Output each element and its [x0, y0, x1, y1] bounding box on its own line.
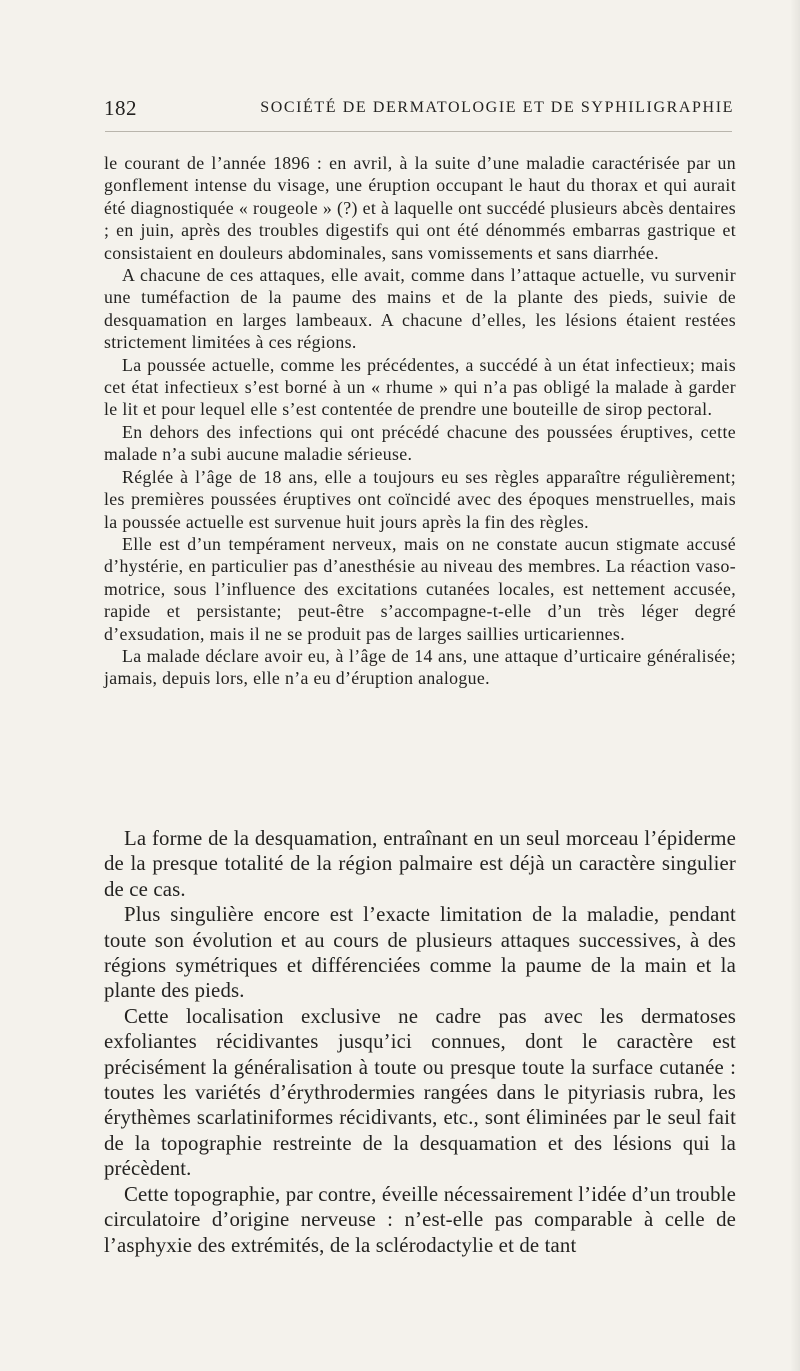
paragraph: La forme de la desquamation, entraînant en un seul morceau l’épiderme de la presque totalité de la région palmaire est déjà un caractère singulier de ce cas. — [104, 827, 736, 901]
paragraph: Plus singulière encore est l’exacte limitation de la maladie, pendant toute son évolution et au cours de plusieurs attaques successives, à des régions symétriques et différenciées comme la paume de la main et la plante des pieds. — [104, 903, 736, 1003]
paragraph: le courant de l’année 1896 : en avril, à la suite d’une maladie caractérisée par un gonflement intense du visage, une éruption occupant le haut du thorax et qui aurait été diagnostiquée « rougeole » (?) et à laquelle ont succédé plusieurs abcès dentaires ; en juin, après des troubles digestifs qui ont été dénommés embarras gastrique et consistaient en douleurs abdominales, sans vomissements et sans diarrhée. — [104, 153, 736, 263]
paragraph: A chacune de ces attaques, elle avait, comme dans l’attaque actuelle, vu survenir une tuméfaction de la paume des mains et de la plante des pieds, suivie de desquamation en larges lambeaux. A chacune d’elles, les lésions étaient restées strictement limitées à ces régions. — [104, 265, 736, 353]
paragraph: La poussée actuelle, comme les précédentes, a succédé à un état infectieux; mais cet état infectieux s’est borné à un « rhume » qui n’a pas obligé la malade à garder le lit et pour lequel elle s’est contentée de prendre une bouteille de sirop pectoral. — [104, 354, 736, 420]
running-header — [104, 96, 736, 120]
paragraph: La malade déclare avoir eu, à l’âge de 14 ans, une attaque d’urticaire généralisée; jamais, depuis lors, elle n’a eu d’éruption analogue. — [104, 645, 736, 689]
paragraph: Elle est d’un tempérament nerveux, mais on ne constate aucun stigmate accusé d’hystérie, en particulier pas d’anesthésie au niveau des membres. La réaction vaso-motrice, sous l’influence des excitations cutanées locales, est nettement accusée, rapide et persistante; peut-être s’accompagne-t-elle d’un très léger degré d’exsudation, mais il ne se produit pas de larges saillies urticariennes. — [104, 533, 736, 644]
paragraph: Cette localisation exclusive ne cadre pas avec les dermatoses exfoliantes récidivantes jusqu’ici connues, dont le caractère est précisément la généralisation à toute ou presque toute la surface cutanée : toutes les variétés d’érythrodermies rangées dans le pityriasis rubra, les érythèmes scarlatiniformes récidivants, etc., sont éliminées par le seul fait de la topographie restreinte de la desquamation et des lésions qui la précèdent. — [104, 1004, 736, 1181]
header-divider — [105, 131, 732, 132]
paragraph: Réglée à l’âge de 18 ans, elle a toujours eu ses règles apparaître régulièrement; les premières poussées éruptives ont coïncidé avec des époques menstruelles, mais la poussée actuelle est survenue huit jours après la fin des règles. — [104, 466, 736, 532]
case-observation-text — [104, 152, 736, 690]
discussion-text — [104, 826, 736, 1258]
page-number: 182 — [104, 96, 137, 120]
page-edge-shadow — [790, 0, 800, 1371]
paragraph: Cette topographie, par contre, éveille nécessairement l’idée d’un trouble circulatoire d’origine nerveuse : n’est-elle pas comparable à celle de l’asphyxie des extrémités, de la sclérodactylie et de tant — [104, 1182, 736, 1257]
running-title: SOCIÉTÉ DE DERMATOLOGIE ET DE SYPHILIGRAPHIE — [260, 99, 734, 116]
paragraph: En dehors des infections qui ont précédé chacune des poussées éruptives, cette malade n’a subi aucune maladie sérieuse. — [104, 421, 736, 465]
